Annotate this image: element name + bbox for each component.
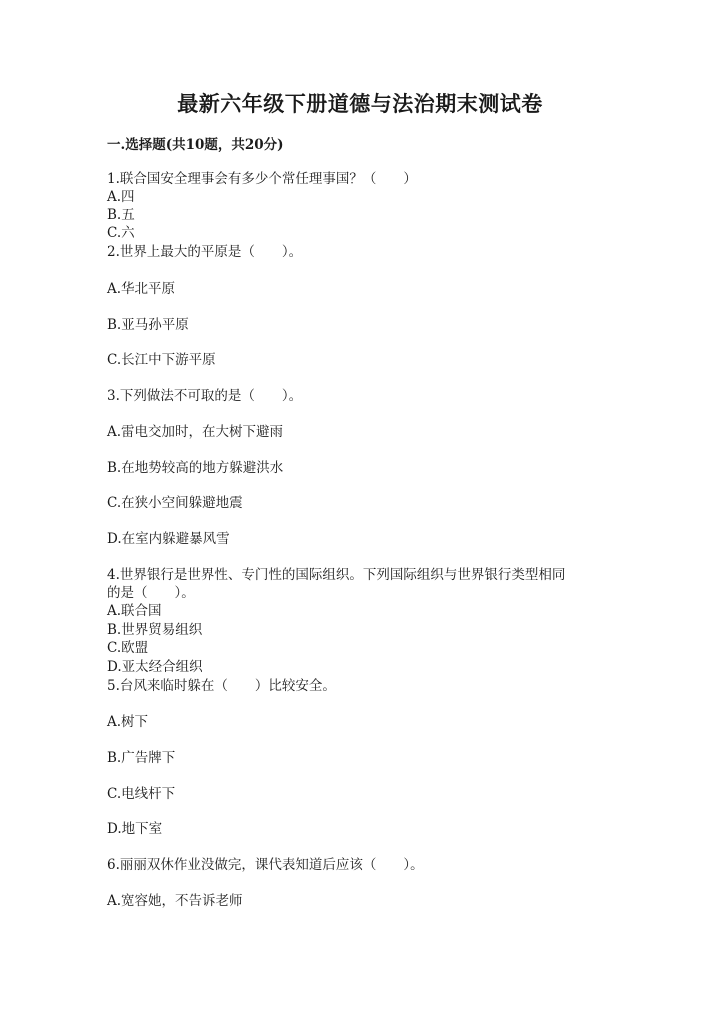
question-2-option-b: B.亚马孙平原 <box>107 317 189 333</box>
question-5-option-b: B.广告牌下 <box>107 750 176 766</box>
question-1-stem: 1.联合国安全理事会有多少个常任理事国？（ ） <box>107 171 417 187</box>
question-2-option-c: C.长江中下游平原 <box>107 352 216 368</box>
question-6-option-a: A.宽容她，不告诉老师 <box>107 893 243 909</box>
question-1-option-a: A.四 <box>107 189 135 205</box>
question-5-option-d: D.地下室 <box>107 821 163 837</box>
question-5-stem: 5.台风来临时躲在（ ）比较安全。 <box>107 678 336 694</box>
question-2-stem: 2.世界上最大的平原是（ ）。 <box>107 244 303 260</box>
question-1-option-b: B.五 <box>107 207 135 223</box>
section-heading: 一.选择题(共10题，共20分) <box>107 137 284 153</box>
question-4-option-b: B.世界贸易组织 <box>107 622 203 638</box>
question-5-option-c: C.电线杆下 <box>107 786 176 802</box>
question-6-stem: 6.丽丽双休作业没做完，课代表知道后应该（ ）。 <box>107 857 424 873</box>
question-4-stem-line-2: 的是（ ）。 <box>107 585 195 601</box>
question-3-option-c: C.在狭小空间躲避地震 <box>107 495 243 511</box>
question-4-option-d: D.亚太经合组织 <box>107 659 203 675</box>
question-3-option-b: B.在地势较高的地方躲避洪水 <box>107 460 284 476</box>
question-3-option-d: D.在室内躲避暴风雪 <box>107 531 230 547</box>
question-3-option-a: A.雷电交加时，在大树下避雨 <box>107 424 284 440</box>
question-3-stem: 3.下列做法不可取的是（ ）。 <box>107 388 303 404</box>
question-4-option-c: C.欧盟 <box>107 640 149 656</box>
question-4-stem-line-1: 4.世界银行是世界性、专门性的国际组织。下列国际组织与世界银行类型相同 <box>107 567 566 583</box>
question-5-option-a: A.树下 <box>107 714 149 730</box>
question-1-option-c: C.六 <box>107 225 135 241</box>
question-4-option-a: A.联合国 <box>107 603 162 619</box>
question-2-option-a: A.华北平原 <box>107 281 176 297</box>
page-title: 最新六年级下册道德与法治期末测试卷 <box>177 91 543 116</box>
